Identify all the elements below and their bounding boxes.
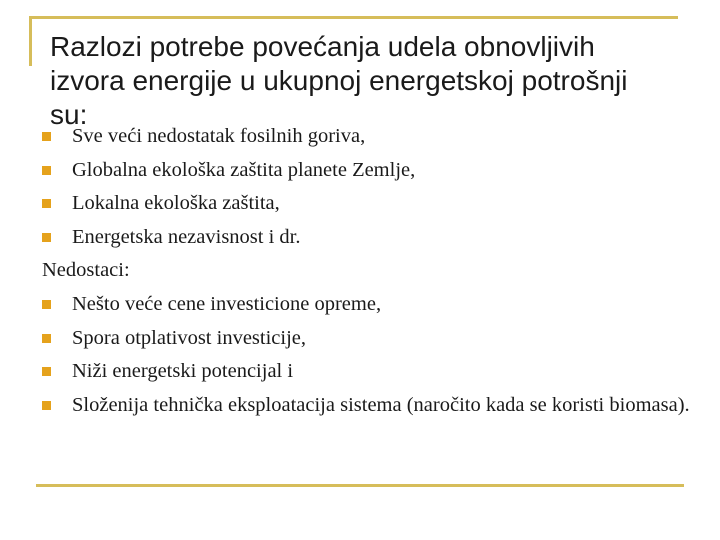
drawbacks-heading: Nedostaci: (42, 259, 130, 282)
list-item-drawback-2 (42, 322, 702, 356)
list-item-text: Nešto veće cene investicione opreme, (72, 292, 382, 315)
list-item-text: Složenija tehnička eksploatacija sistema (naročito kada se koristi biomasa). (72, 393, 690, 416)
list-item-text: Sve veći nedostatak fosilnih goriva, (72, 125, 366, 147)
list-item-drawback-4 (42, 389, 702, 423)
list-item-text: Energetska nezavisnost i dr. (72, 225, 301, 248)
square-bullet-icon (42, 334, 51, 343)
square-bullet-icon (42, 401, 51, 410)
slide-title: Razlozi potrebe povećanja udela obnovljivih izvora energije u ukupnoj energetskoj potrošnji su: (50, 31, 628, 130)
square-bullet-icon (42, 132, 51, 141)
list-item-text: Niži energetski potencijal i (72, 360, 294, 383)
square-bullet-icon (42, 300, 51, 309)
list-item-drawback-1 (42, 288, 702, 322)
list-item-text: Lokalna ekološka zaštita, (72, 192, 280, 215)
list-item-reason-1 (42, 120, 702, 154)
list-item-reason-3 (42, 187, 702, 221)
top-rule (29, 16, 678, 19)
list-item-text: Spora otplativost investicije, (72, 326, 307, 349)
list-item-reason-2 (42, 154, 702, 188)
bottom-rule (36, 484, 684, 487)
square-bullet-icon (42, 166, 51, 175)
slide-body (42, 120, 702, 422)
square-bullet-icon (42, 233, 51, 242)
square-bullet-icon (42, 199, 51, 208)
list-item-drawback-3 (42, 355, 702, 389)
list-item-reason-4 (42, 221, 702, 255)
list-item-text: Globalna ekološka zaštita planete Zemlje, (72, 158, 416, 181)
square-bullet-icon (42, 367, 51, 376)
left-rule (29, 16, 32, 66)
